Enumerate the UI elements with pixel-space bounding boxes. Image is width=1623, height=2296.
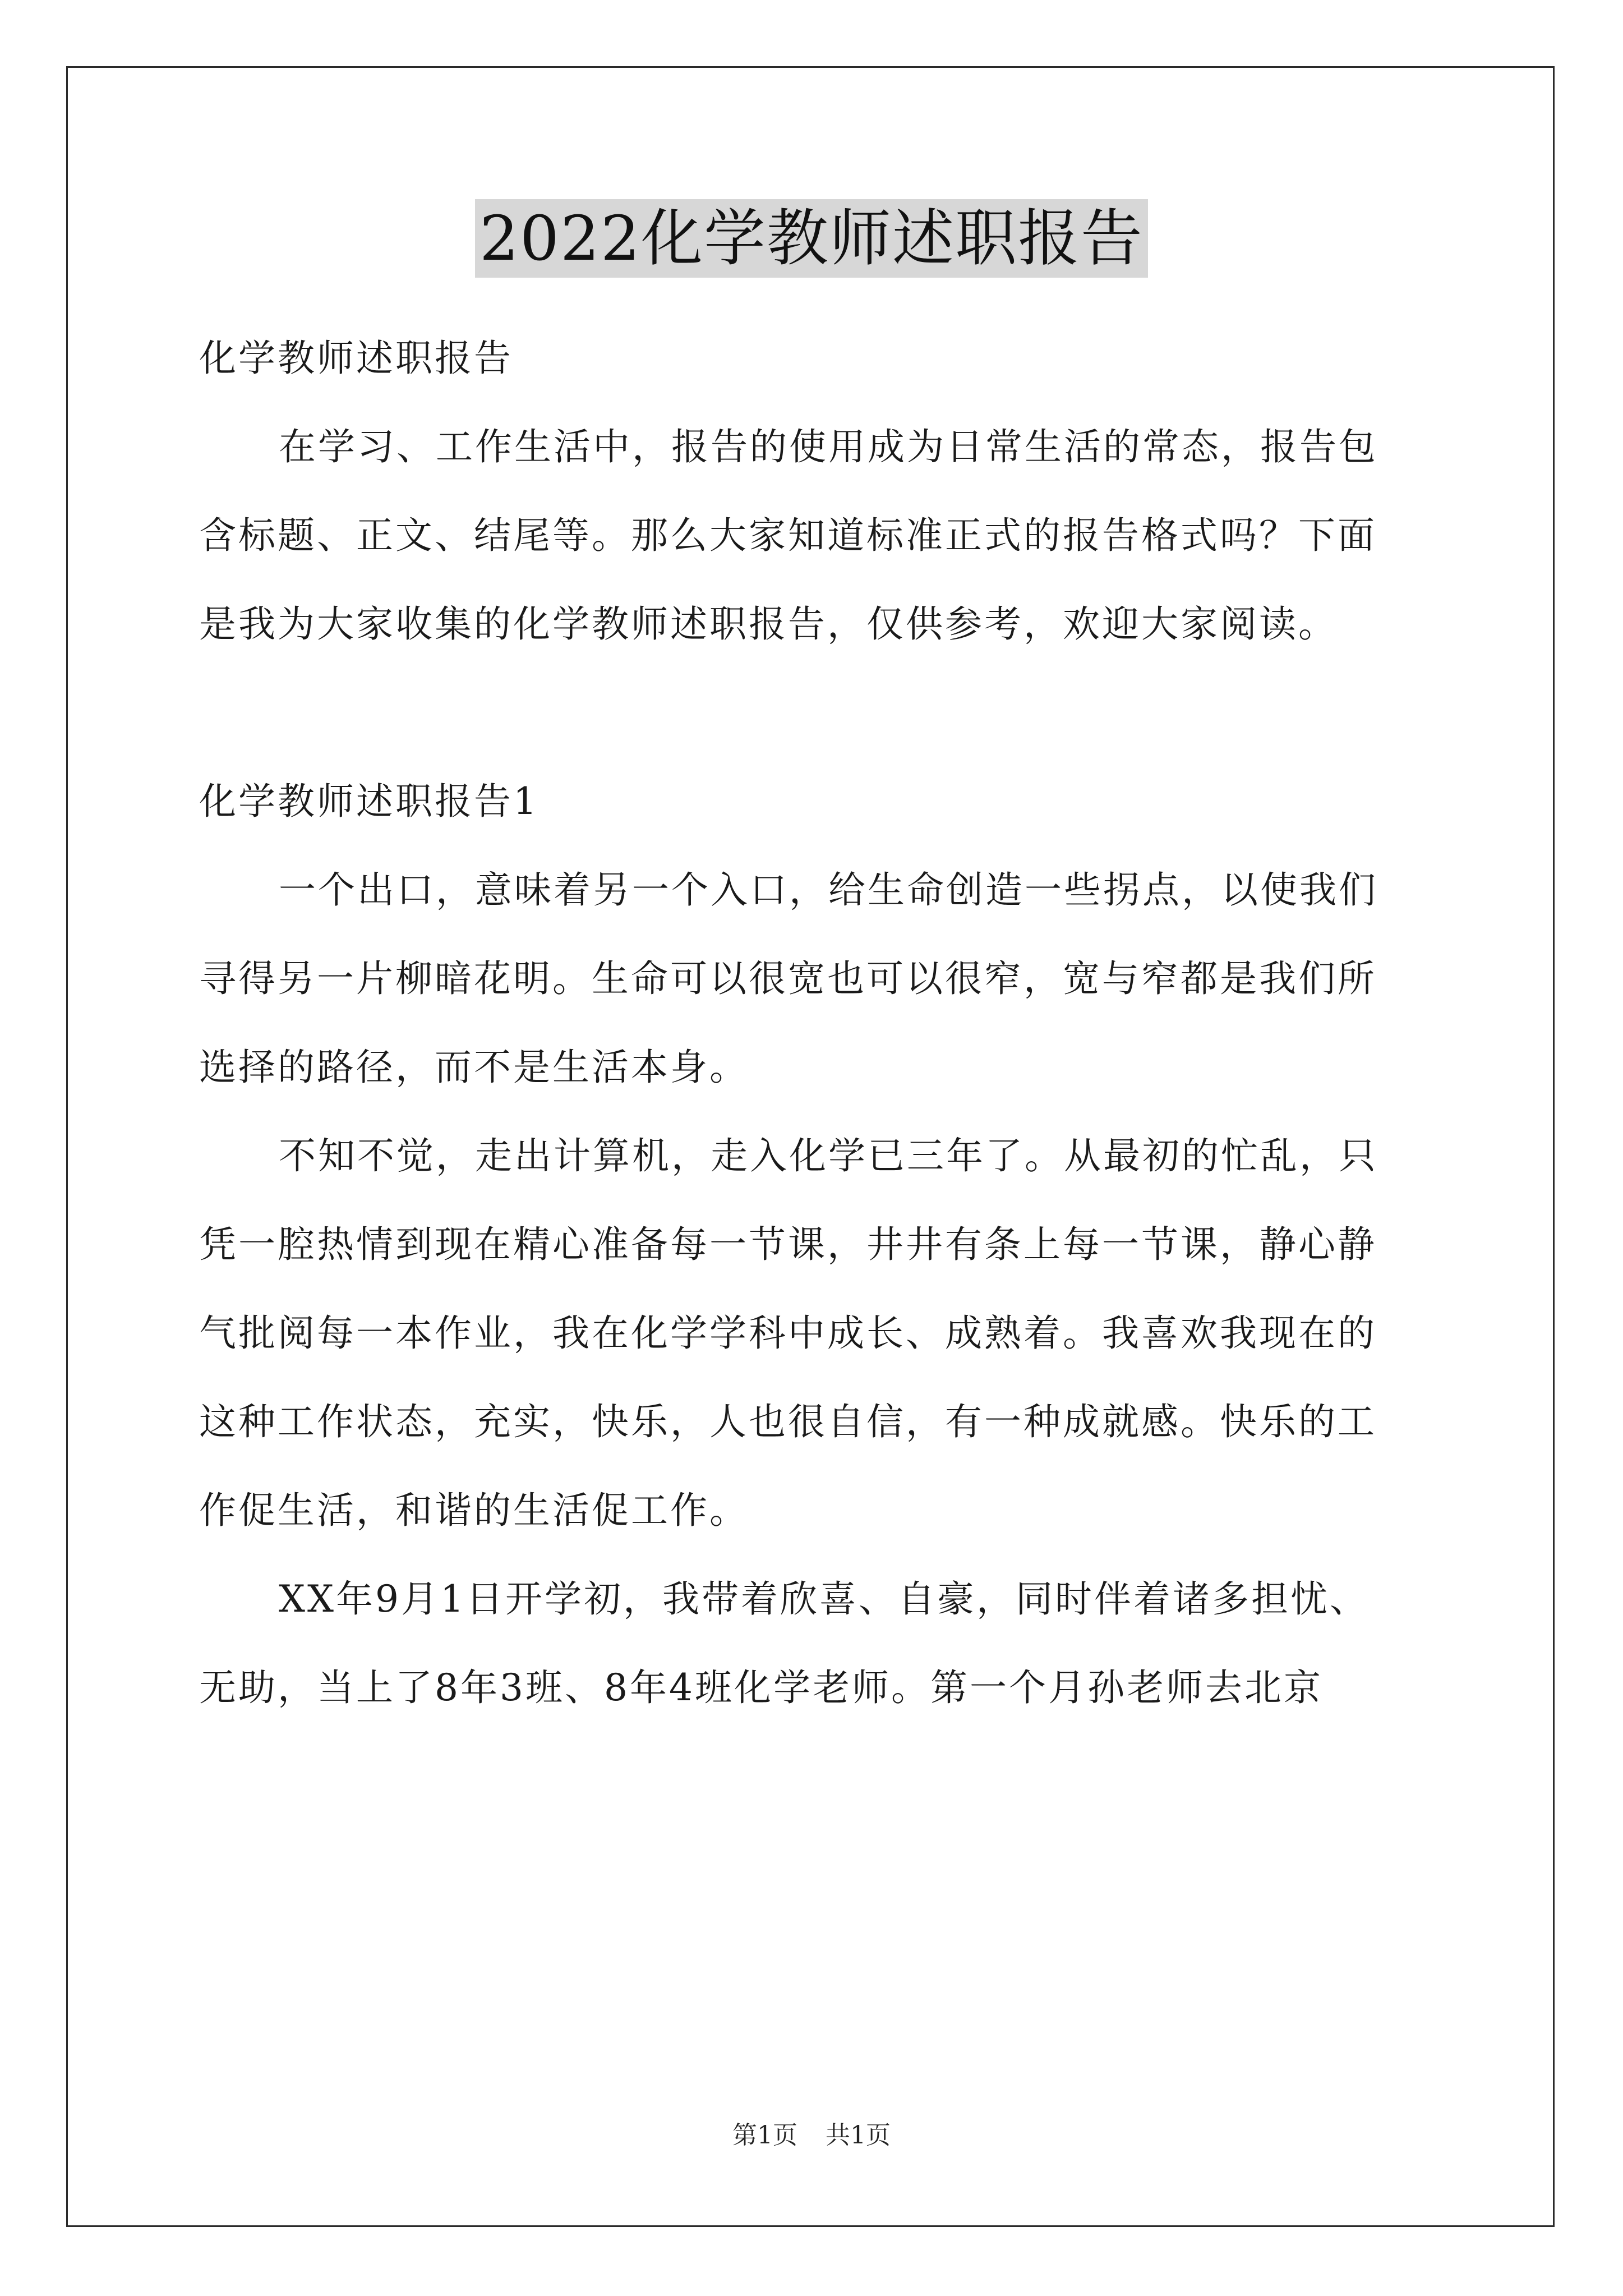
document-body [199, 314, 1444, 1732]
subtitle: 化学教师述职报告 [199, 337, 513, 380]
section-heading: 化学教师述职报告1 [199, 780, 539, 823]
page-number: 第1页 [732, 2121, 797, 2150]
spacer [199, 669, 1444, 757]
paragraph-line: 一个出口，意味着另一个入口，给生命创造一些拐点，以使我们 [279, 868, 1378, 912]
paragraph-line: 不知不觉，走出计算机，走入化学已三年了。从最初的忙乱，只 [279, 1134, 1378, 1177]
paragraph-line: 凭一腔热情到现在精心准备每一节课，井井有条上每一节课，静心静 [199, 1223, 1377, 1266]
title-area [0, 199, 1623, 278]
paragraph-line: XX年9月1日开学初，我带着欣喜、自豪，同时伴着诸多担忧、 [279, 1577, 1369, 1621]
paragraph-line: 作促生活，和谐的生活促工作。 [199, 1489, 749, 1532]
page-footer [0, 2115, 1623, 2151]
intro-line: 在学习、工作生活中，报告的使用成为日常生活的常态，报告包 [279, 425, 1378, 468]
paragraph-line: 寻得另一片柳暗花明。生命可以很宽也可以很窄，宽与窄都是我们所 [199, 957, 1377, 1000]
paragraph-line: 选择的路径，而不是生活本身。 [199, 1046, 749, 1089]
intro-line: 是我为大家收集的化学教师述职报告，仅供参考，欢迎大家阅读。 [199, 602, 1338, 646]
page-total: 共1页 [826, 2121, 891, 2150]
document-title: 2022化学教师述职报告 [475, 199, 1148, 278]
intro-line: 含标题、正文、结尾等。那么大家知道标准正式的报告格式吗？下面 [199, 514, 1377, 557]
paragraph-line: 无助，当上了8年3班、8年4班化学老师。第一个月孙老师去北京 [199, 1666, 1323, 1709]
paragraph-line: 气批阅每一本作业，我在化学学科中成长、成熟着。我喜欢我现在的 [199, 1312, 1377, 1355]
paragraph-line: 这种工作状态，充实，快乐，人也很自信，有一种成就感。快乐的工 [199, 1400, 1377, 1443]
